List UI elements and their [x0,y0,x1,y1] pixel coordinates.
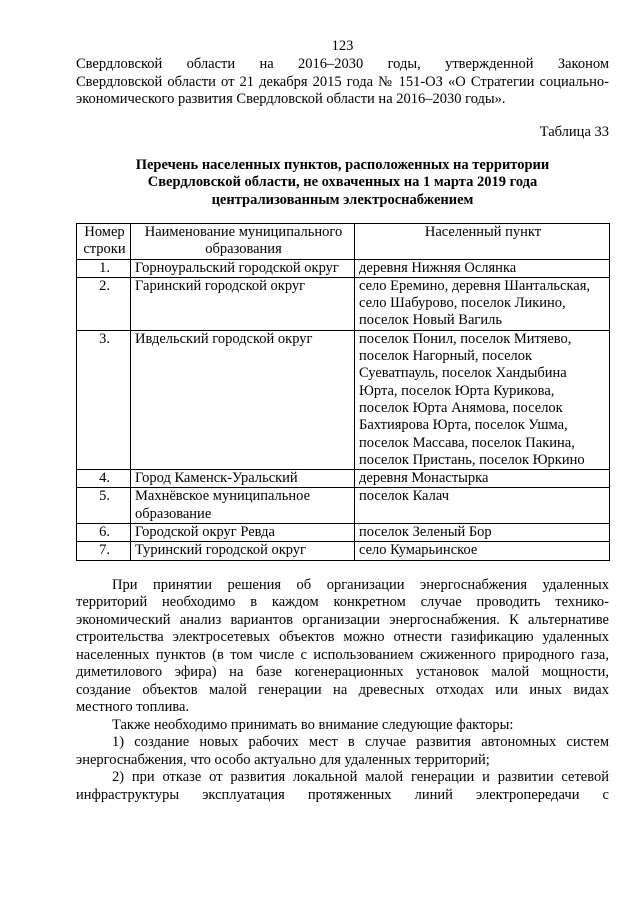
intro-line: Свердловской области на 2016–2030 годы, утвержденной Законом [76,56,609,72]
paragraph-line: При принятии решения об организации энергоснабжения удаленных [112,576,609,593]
cell-row-number: 5. [77,488,131,524]
cell-municipality: Гаринский городской округ [131,277,355,330]
factors-intro: Также необходимо принимать во внимание следующие факторы: [112,716,514,733]
intro-paragraph [76,56,609,109]
table-label: Таблица 33 [539,123,609,140]
cell-municipality: Махнёвское муниципальное образование [131,488,355,524]
header-municipality: Наименование муниципального образования [131,224,355,260]
paragraph-line: территорий необходимо в каждом конкретном случае проводить технико- [76,594,609,611]
table-row [77,524,610,542]
intro-line: экономического развития Свердловской области на 2016–2030 годы». [76,91,506,107]
document-page [76,38,609,804]
table-row [77,259,610,277]
table-header-row [77,224,610,260]
list-item-line: энергоснабжения, что особо актуально для удаленных территорий; [76,751,490,768]
table-row [77,330,610,469]
table-row [77,542,610,560]
cell-settlements: село Еремино, деревня Шантальская, село Шабурово, поселок Ликино, поселок Новый Вагиль [355,277,610,330]
table-title-line: Перечень населенных пунктов, расположенных на территории [135,156,550,173]
cell-row-number: 6. [77,524,131,542]
list-item [76,734,609,769]
cell-settlements: село Кумарьинское [355,542,610,560]
body-paragraph [76,577,609,717]
header-settlement: Населенный пункт [355,224,610,260]
paragraph-line: строительства электросетевых объектов можно отнести газификацию удаленных [76,629,609,646]
cell-row-number: 3. [77,330,131,469]
cell-row-number: 1. [77,259,131,277]
list-item [76,769,609,804]
cell-row-number: 4. [77,470,131,488]
cell-settlements: поселок Понил, поселок Митяево, поселок Нагорный, поселок Суеватпауль, поселок Хандыбина Юрта, поселок Юрта Курикова, поселок Юрта Анямова, поселок Бахтиярова Юрта, поселок Ушма, поселок Массава, поселок Пакина, поселок Пристань, поселок Юркино [355,330,610,469]
page-number: 123 [331,38,354,54]
table-row [77,470,610,488]
header-row-number: Номер строки [77,224,131,260]
list-item-line: 1) создание новых рабочих мест в случае развития автономных систем [112,734,609,751]
list-item-line: инфраструктуры эксплуатация протяженных линий электропередачи с [76,786,609,803]
paragraph-line: создание объектов малой генерации на древесных отходах или иных видах [76,681,609,698]
table-row [77,488,610,524]
table-title-line: Свердловской области, не охваченных на 1 марта 2019 года [147,174,538,190]
settlements-table [76,223,610,561]
cell-municipality: Городской округ Ревда [131,524,355,542]
cell-municipality: Туринский городской округ [131,542,355,560]
intro-line: Свердловской области от 21 декабря 2015 года № 151-ОЗ «О Стратегии социально- [76,73,609,90]
cell-settlements: деревня Монастырка [355,470,610,488]
table-title-line: централизованным электроснабжением [211,191,474,208]
paragraph-line: местного топлива. [76,699,190,716]
table-row [77,277,610,330]
cell-municipality: Горноуральский городской округ [131,259,355,277]
cell-settlements: поселок Зеленый Бор [355,524,610,542]
table-title [76,157,609,210]
paragraph-line: населенных пунктов (в том числе с использованием сжиженного природного газа, [76,646,609,663]
cell-settlements: деревня Нижняя Ослянка [355,259,610,277]
cell-settlements: поселок Калач [355,488,610,524]
cell-municipality: Ивдельский городской округ [131,330,355,469]
cell-row-number: 7. [77,542,131,560]
paragraph-line: диметилового эфира) на базе когенерационных установок малой мощности, [76,664,609,681]
list-item-line: 2) при отказе от развития локальной малой генерации и развитии сетевой [112,769,609,786]
cell-municipality: Город Каменск-Уральский [131,470,355,488]
paragraph-line: экономический анализ вариантов организации энергоснабжения. К альтернативе [76,611,609,628]
cell-row-number: 2. [77,277,131,330]
